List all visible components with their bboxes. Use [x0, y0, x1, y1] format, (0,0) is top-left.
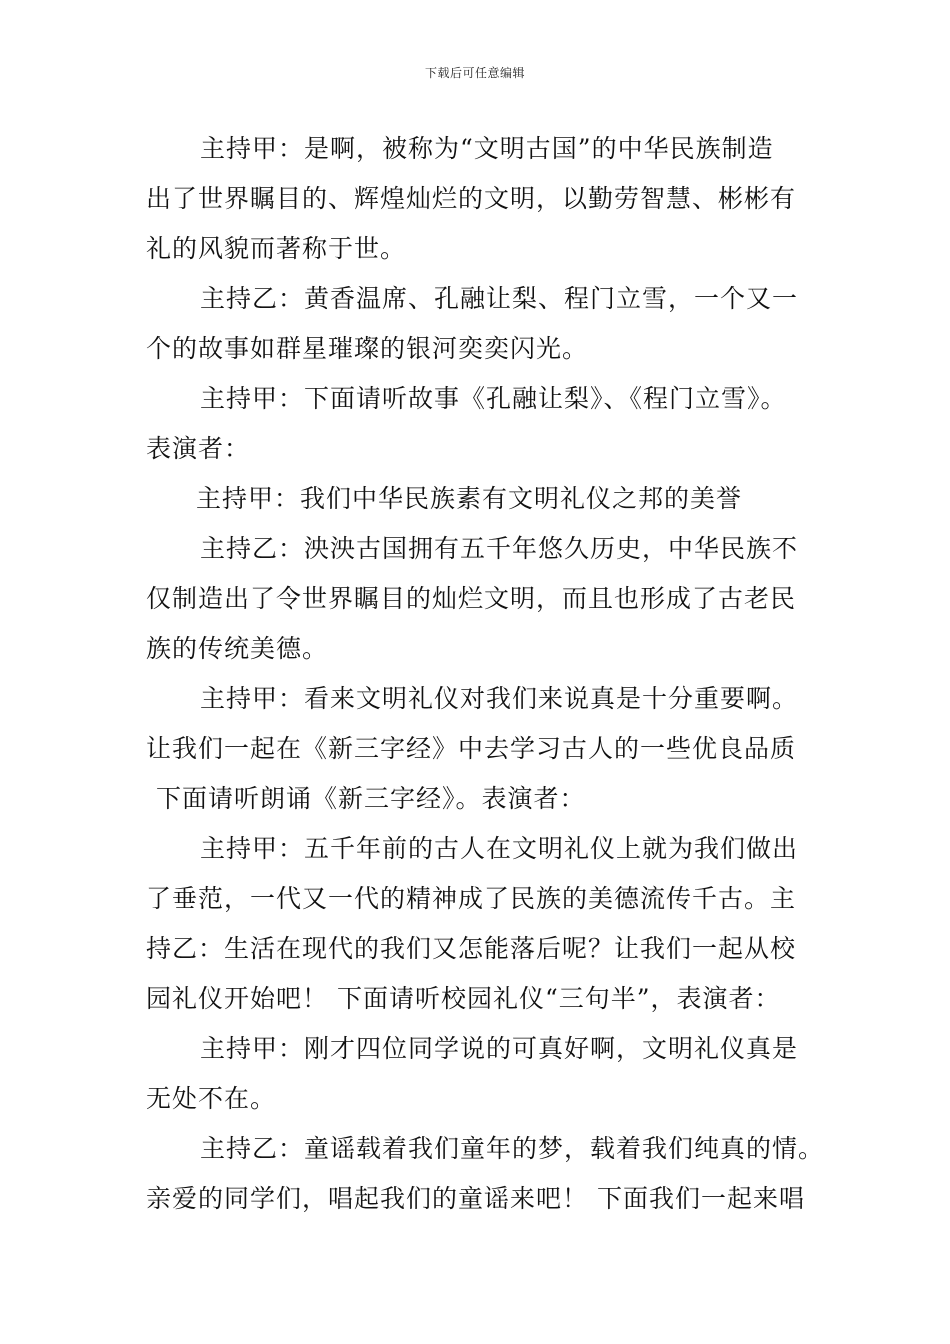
text-line: 表演者：	[146, 434, 251, 463]
text-line: 主持甲：下面请听故事《孔融让梨》、《程门立雪》。	[200, 384, 787, 413]
text-line: 族的传统美德。	[146, 634, 329, 663]
text-line: 仅制造出了令世界瞩目的灿烂文明，而且也形成了古老民	[146, 584, 797, 613]
text-line: 礼的风貌而著称于世。	[146, 234, 407, 263]
text-line: 主持乙：童谣载着我们童年的梦，载着我们纯真的情。	[200, 1134, 825, 1163]
text-line: 主持甲：我们中华民族素有文明礼仪之邦的美誉	[196, 484, 743, 513]
text-line: 下面请听朗诵《新三字经》。表演者：	[156, 784, 586, 813]
text-line: 园礼仪开始吧！ 下面请听校园礼仪“三句半”，表演者：	[146, 984, 781, 1013]
text-line: 让我们一起在《新三字经》中去学习古人的一些优良品质	[146, 734, 797, 763]
text-line: 主持乙：黄香温席、孔融让梨、程门立雪，一个又一	[200, 284, 799, 313]
text-line: 出了世界瞩目的、辉煌灿烂的文明，以勤劳智慧、彬彬有	[146, 184, 797, 213]
text-line: 主持甲：看来文明礼仪对我们来说真是十分重要啊。	[200, 684, 799, 713]
text-line: 主持甲：五千年前的古人在文明礼仪上就为我们做出	[200, 834, 799, 863]
text-line: 主持甲：是啊，被称为“文明古国”的中华民族制造	[200, 134, 774, 163]
text-line: 亲爱的同学们，唱起我们的童谣来吧！ 下面我们一起来唱	[146, 1184, 805, 1213]
text-line: 主持甲：刚才四位同学说的可真好啊，文明礼仪真是	[200, 1034, 799, 1063]
text-line: 了垂范，一代又一代的精神成了民族的美德流传千古。主	[146, 884, 797, 913]
page-header: 下载后可任意编辑	[424, 66, 525, 80]
text-line: 持乙：生活在现代的我们又怎能落后呢？让我们一起从校	[146, 934, 797, 963]
text-line: 主持乙：泱泱古国拥有五千年悠久历史，中华民族不	[200, 534, 799, 563]
text-line: 个的故事如群星璀璨的银河奕奕闪光。	[146, 334, 589, 363]
text-line: 无处不在。	[146, 1084, 277, 1113]
